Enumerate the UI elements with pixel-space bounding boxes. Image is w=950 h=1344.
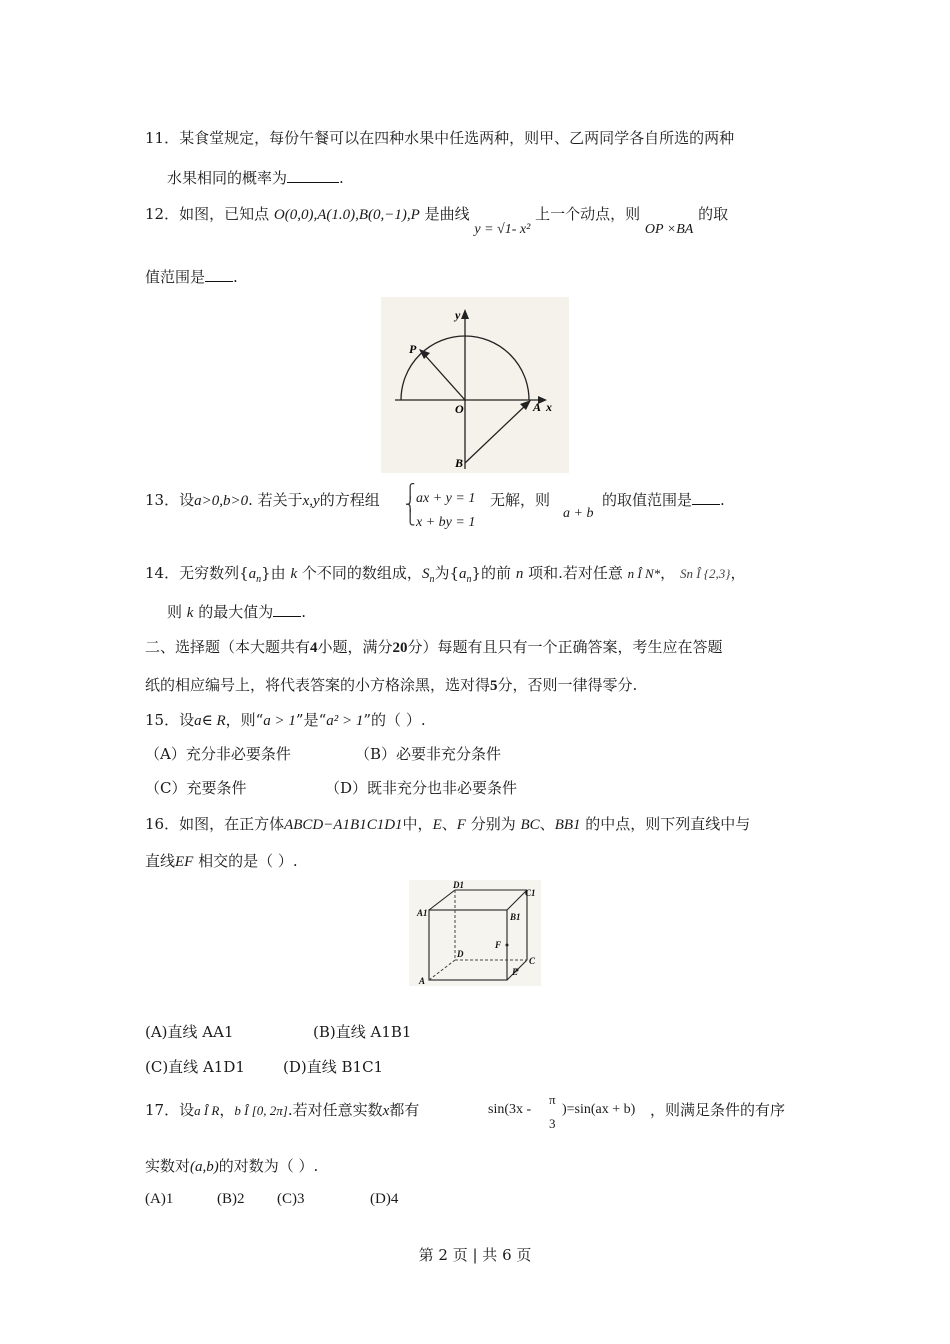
label-p: P bbox=[409, 342, 417, 356]
answer-blank bbox=[273, 602, 301, 617]
label-a1: A1 bbox=[417, 908, 428, 918]
point-f bbox=[506, 944, 509, 947]
label-y: y bbox=[455, 308, 461, 322]
q15-option-b: （B）必要非充分条件 bbox=[355, 745, 502, 763]
q17-pi: π bbox=[549, 1092, 556, 1107]
q15-option-a: （A）充分非必要条件 bbox=[145, 745, 291, 763]
curve-formula: y = √1- x² bbox=[474, 222, 531, 237]
label-b: B bbox=[455, 456, 464, 470]
q17-rhs: )=sin(ax + b) bbox=[562, 1102, 636, 1117]
label-d1: D1 bbox=[453, 880, 464, 890]
q12-line2: 值范围是 . bbox=[145, 268, 238, 286]
q17-line1-end: ，则满足条件的有序 bbox=[650, 1101, 786, 1119]
label-c1: C1 bbox=[525, 888, 536, 898]
q14-line2: 则 k 的最大值为 . bbox=[167, 603, 307, 621]
q15-stem: 15．设a∈ R，则“a > 1”是“a² > 1”的（ ）. bbox=[145, 711, 426, 729]
q16-line2: 直线EF 相交的是（ ）. bbox=[145, 852, 298, 870]
q16-option-c: (C)直线 A1D1 bbox=[145, 1058, 245, 1076]
q15-option-d: （D）既非充分也非必要条件 bbox=[325, 779, 518, 797]
system-brace: ⎧ ⎨ ⎩ bbox=[405, 484, 416, 526]
label-d: D bbox=[457, 949, 464, 959]
section2-line1: 二、选择题（本大题共有4小题，满分20分）每题有且只有一个正确答案，考生应在答题 bbox=[145, 638, 723, 656]
label-a: A bbox=[419, 976, 426, 986]
cube-figure bbox=[409, 880, 541, 986]
q16-line1: 16．如图，在正方体ABCD−A1B1C1D1中，E、F 分别为 BC、BB1 的中点，则下列直线中与 bbox=[145, 815, 751, 833]
q17-option-a: (A)1 bbox=[145, 1191, 174, 1207]
answer-blank bbox=[692, 490, 720, 505]
label-e: E bbox=[512, 967, 519, 977]
q16-option-d: (D)直线 B1C1 bbox=[283, 1058, 384, 1076]
q17-option-d: (D)4 bbox=[370, 1191, 399, 1207]
q13-line: 13．设a>0,b>0. 若关于x,y的方程组 bbox=[145, 491, 380, 509]
system-eq1: ax + y = 1 bbox=[416, 491, 476, 506]
q17-option-c: (C)3 bbox=[277, 1191, 305, 1207]
q17-lhs: sin(3x - bbox=[488, 1102, 532, 1117]
figure-background bbox=[381, 297, 569, 473]
label-x: x bbox=[546, 400, 552, 414]
label-o: O bbox=[455, 402, 464, 416]
q15-option-c: （C）充要条件 bbox=[145, 779, 247, 797]
label-b1: B1 bbox=[510, 912, 521, 922]
q17-option-b: (B)2 bbox=[217, 1191, 245, 1207]
answer-blank bbox=[287, 168, 339, 183]
q17-three: 3 bbox=[549, 1116, 556, 1131]
q12-line1: 12．如图，已知点 O(0,0),A(1.0),B(0,−1),P 是曲线 y = √1- x² 上一个动点，则 OP ×BA 的取 bbox=[145, 205, 729, 237]
q11-line2: 水果相同的概率为 . bbox=[167, 169, 344, 187]
q16-option-b: (B)直线 A1B1 bbox=[313, 1023, 412, 1041]
answer-blank bbox=[205, 267, 233, 282]
q13-line-rest: 无解，则 bbox=[490, 491, 551, 509]
q14-line1: 14．无穷数列$\{a_n\}$由 k 个不同的数组成，$S_n$为$\{a_n\}$的前 n 项和.若对任意 n Î N*， Sn Î {2,3}， bbox=[145, 564, 746, 585]
q16-option-a: (A)直线 AA1 bbox=[145, 1023, 234, 1041]
label-c: C bbox=[529, 956, 536, 966]
page-footer: 第 2 页 | 共 6 页 bbox=[418, 1246, 532, 1264]
label-f: F bbox=[495, 940, 502, 950]
q13-line-end: 的取值范围是 . bbox=[602, 491, 725, 509]
section2-line2: 纸的相应编号上，将代表答案的小方格涂黑，选对得5分，否则一律得零分. bbox=[145, 676, 638, 694]
q11-line1: 11．某食堂规定，每份午餐可以在四种水果中任选两种，则甲、乙两同学各自所选的两种 bbox=[145, 129, 735, 147]
label-a: A bbox=[533, 400, 542, 414]
q17-line2: 实数对(a,b)的对数为（ ）. bbox=[145, 1157, 319, 1175]
q17-line1: 17．设a Î R，b Î [0, 2π].若对任意实数x都有 bbox=[145, 1101, 420, 1119]
system-eq2: x + by = 1 bbox=[416, 515, 476, 530]
q13-expr: a + b bbox=[563, 506, 594, 521]
semicircle-figure bbox=[381, 297, 569, 473]
vector-product: OP ×BA bbox=[644, 222, 694, 237]
